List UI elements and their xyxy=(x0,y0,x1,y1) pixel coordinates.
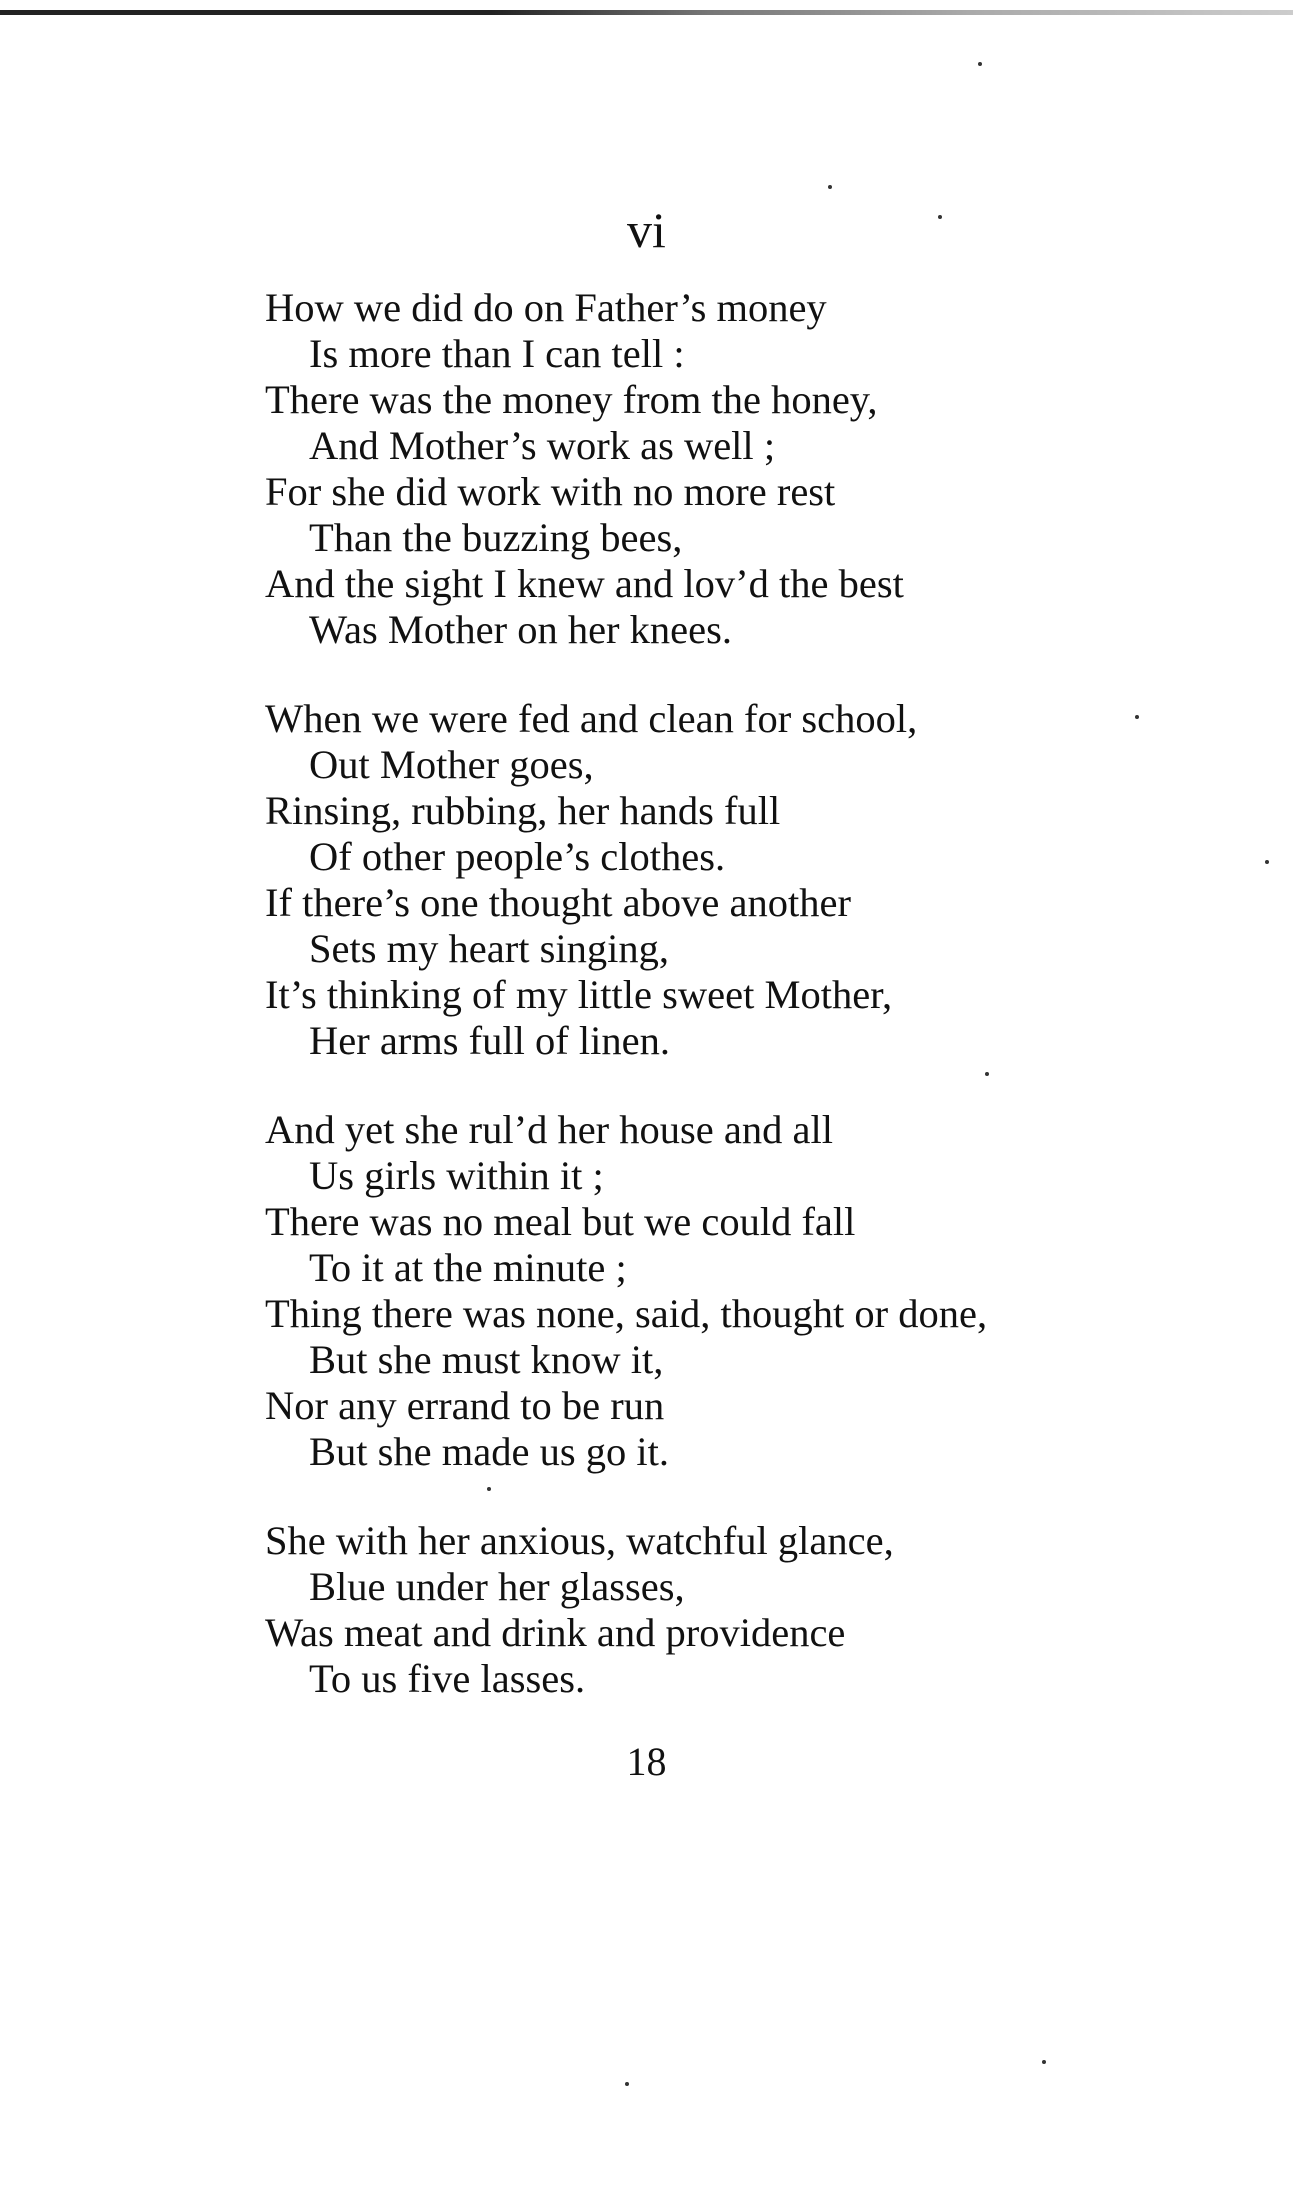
poem-line: There was the money from the honey, xyxy=(265,377,878,422)
scan-speck xyxy=(1042,2060,1046,2064)
stanza xyxy=(265,696,1165,1064)
poem-line: Than the buzzing bees, xyxy=(309,515,683,560)
poem-line: But she must know it, xyxy=(309,1337,664,1382)
poem-line: She with her anxious, watchful glance, xyxy=(265,1518,894,1563)
stanza xyxy=(265,285,1165,653)
scan-speck xyxy=(625,2082,629,2086)
poem-line: Was meat and drink and providence xyxy=(265,1610,846,1655)
scan-speck xyxy=(985,1072,989,1076)
poem-line: And Mother’s work as well ; xyxy=(309,423,776,468)
scan-speck xyxy=(938,215,942,219)
poem-line: Thing there was none, said, thought or done, xyxy=(265,1291,988,1336)
scan-speck xyxy=(487,1487,491,1491)
poem-line: And yet she rul’d her house and all xyxy=(265,1107,833,1152)
section-number: vi xyxy=(627,202,666,258)
poem-line: Us girls within it ; xyxy=(309,1153,604,1198)
poem-line: Her arms full of linen. xyxy=(309,1018,671,1063)
top-rule xyxy=(0,10,1293,15)
poem-line: There was no meal but we could fall xyxy=(265,1199,856,1244)
poem xyxy=(265,285,1165,1745)
poem-line: Rinsing, rubbing, her hands full xyxy=(265,788,781,833)
page-number: 18 xyxy=(626,1739,667,1784)
poem-line: Sets my heart singing, xyxy=(309,926,669,971)
poem-line: And the sight I knew and lov’d the best xyxy=(265,561,904,606)
poem-line: Out Mother goes, xyxy=(309,742,594,787)
scan-speck xyxy=(1135,715,1139,719)
stanza xyxy=(265,1518,1165,1702)
poem-line: Of other people’s clothes. xyxy=(309,834,726,879)
poem-line: When we were fed and clean for school, xyxy=(265,696,918,741)
poem-line: Was Mother on her knees. xyxy=(309,607,732,652)
poem-line: If there’s one thought above another xyxy=(265,880,851,925)
poem-line: It’s thinking of my little sweet Mother, xyxy=(265,972,893,1017)
poem-line: Nor any errand to be run xyxy=(265,1383,665,1428)
poem-line: For she did work with no more rest xyxy=(265,469,836,514)
poem-line: How we did do on Father’s money xyxy=(265,285,827,330)
poem-line: To it at the minute ; xyxy=(309,1245,627,1290)
poem-line: Is more than I can tell : xyxy=(309,331,685,376)
poem-line: Blue under her glasses, xyxy=(309,1564,685,1609)
stanza xyxy=(265,1107,1165,1475)
scan-speck xyxy=(978,62,982,66)
scan-speck xyxy=(828,185,832,189)
scan-speck xyxy=(1265,860,1269,864)
poem-line: But she made us go it. xyxy=(309,1429,669,1474)
poem-line: To us five lasses. xyxy=(309,1656,586,1701)
